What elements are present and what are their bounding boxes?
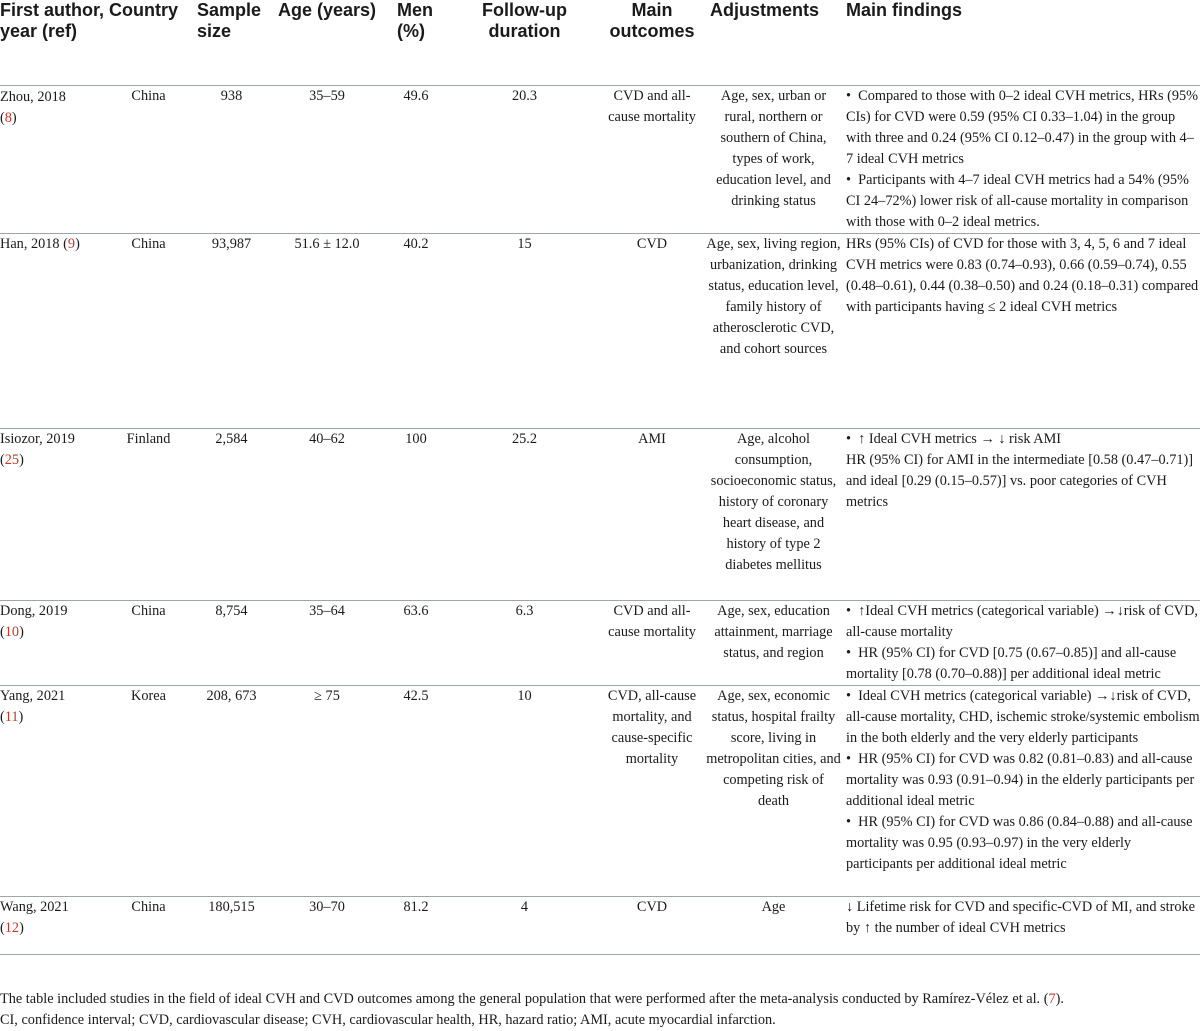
cell-sample: 8,754 (215, 602, 248, 619)
cell-age: 51.6 ± 12.0 (294, 235, 360, 252)
finding-text: HR (95% CI) for AMI in the intermediate [0.58 (0.47–0.71)] and ideal [0.29 (0.15–0.57)] vs. poor categories of CVH metrics (846, 451, 1194, 510)
cell-sample: 93,987 (211, 235, 252, 252)
cell-author: Dong, 2019 (10) (0, 602, 68, 640)
table-row (0, 428, 1200, 600)
table-footnote (0, 989, 1200, 1031)
cell-adjustments: Age, sex, economic status, hospital frailty score, living in metropolitan cities, and competing risk of death (706, 687, 841, 809)
cell-author: Zhou, 2018 (8) (0, 88, 66, 126)
cell-men: 63.6 (403, 602, 429, 619)
header-row (0, 0, 1200, 85)
header-findings: Main findings (846, 0, 962, 20)
ref-link[interactable]: 9 (67, 235, 76, 252)
cell-sample: 938 (220, 87, 243, 104)
finding-text: ↓ Lifetime risk for CVD and specific-CVD of MI, and stroke by ↑ the number of ideal CVH metrics (846, 898, 1195, 936)
header-age: Age (years) (277, 0, 377, 20)
author-name: Yang, 2021 (0, 687, 66, 704)
ref-link[interactable]: 12 (4, 919, 20, 936)
cell-author: Wang, 2021 (12) (0, 898, 69, 936)
cell-age: 40–62 (309, 430, 345, 447)
author-name: Han, 2018 (0, 235, 60, 252)
cell-outcomes: CVD, all-cause mortality, and cause-specific mortality (607, 687, 697, 767)
cell-followup: 20.3 (511, 87, 538, 104)
cell-followup: 10 (517, 687, 532, 704)
finding-text: HRs (95% CIs) of CVD for those with 3, 4, 5, 6 and 7 ideal CVH metrics were 0.83 (0.74–0.93), 0.66 (0.59–0.74), 0.55 (0.48–0.61), 0.44 (0.38–0.50) and 0.24 (0.18–0.31) compared with participants having ≤ 2 ideal CVH metrics (846, 235, 1199, 315)
cell-adjustments: Age, sex, education attainment, marriage status, and region (714, 602, 833, 661)
header-country: Country (109, 0, 178, 20)
finding-item: • HR (95% CI) for CVD was 0.86 (0.84–0.88) and all-cause mortality was 0.95 (0.93–0.97) in the very elderly participants per additional ideal metric (846, 812, 1200, 875)
header-adjustments: Adjustments (710, 0, 820, 20)
cell-age: 35–64 (309, 602, 345, 619)
finding-item: • Compared to those with 0–2 ideal CVH metrics, HRs (95% CIs) for CVD were 0.59 (95% CI 0.33–1.04) in the group with three and 0.24 (95% CI 0.12–0.47) in the group with 4–7 ideal CVH metrics (846, 86, 1200, 170)
footnote-line-2: CI, confidence interval; CVD, cardiovascular disease; CVH, cardiovascular health, HR, hazard ratio; AMI, acute myocardial infarction. (0, 1012, 776, 1028)
table-row (0, 896, 1200, 954)
cell-author: Han, 2018 (9) (0, 235, 80, 252)
cell-outcomes: AMI (638, 430, 666, 447)
ref-link[interactable]: 8 (4, 109, 12, 126)
header-sample: Sample size (197, 0, 262, 41)
header-men: Men (%) (397, 0, 433, 41)
finding-item: • HR (95% CI) for CVD [0.75 (0.67–0.85)] and all-cause mortality [0.78 (0.70–0.88)] per additional ideal metric (846, 643, 1200, 685)
table-row (0, 85, 1200, 233)
header-author: First author, year (ref) (0, 0, 105, 41)
finding-item: • HR (95% CI) for CVD was 0.82 (0.81–0.83) and all-cause mortality was 0.93 (0.91–0.94) in the elderly participants per additional ideal metric (846, 749, 1200, 812)
cell-adjustments: Age, alcohol consumption, socioeconomic status, history of coronary heart disease, and history of type 2 diabetes mellitus (710, 430, 837, 573)
cell-sample: 180,515 (208, 898, 255, 915)
author-name: Isiozor, 2019 (0, 430, 75, 447)
cell-men: 100 (405, 430, 427, 447)
cell-findings (841, 685, 1200, 896)
finding-item: • ↑Ideal CVH metrics (categorical variable) →↓risk of CVD, all-cause mortality (846, 601, 1200, 643)
finding-item: • ↑ Ideal CVH metrics → ↓ risk AMI (846, 429, 1200, 450)
cell-country: China (131, 87, 166, 104)
cell-country: Korea (131, 687, 166, 704)
finding-item: • Participants with 4–7 ideal CVH metrics had a 54% (95% CI 24–72%) lower risk of all-cause mortality in comparison with those with 0–2 ideal metrics. (846, 170, 1200, 233)
cell-followup: 15 (517, 235, 532, 252)
cell-men: 81.2 (403, 898, 429, 915)
header-outcomes: Main outcomes (609, 0, 695, 41)
cell-outcomes: CVD and all-cause mortality (608, 602, 696, 640)
cell-country: Finland (126, 430, 171, 447)
cell-findings (841, 233, 1200, 428)
cell-age: 30–70 (309, 898, 345, 915)
cell-findings (841, 896, 1200, 954)
table-row (0, 233, 1200, 428)
cell-men: 40.2 (403, 235, 429, 252)
table-row (0, 600, 1200, 685)
cell-findings (841, 600, 1200, 685)
cell-country: China (131, 602, 166, 619)
table-row (0, 685, 1200, 896)
cell-adjustments: Age (761, 898, 786, 915)
finding-item: • Ideal CVH metrics (categorical variable) →↓risk of CVD, all-cause mortality, CHD, ischemic stroke/systemic embolism in the both elderly and the very elderly participants (846, 686, 1200, 749)
author-name: Wang, 2021 (0, 898, 69, 915)
author-name: Zhou, 2018 (0, 88, 66, 105)
cell-age: ≥ 75 (314, 687, 340, 704)
cell-followup: 6.3 (515, 602, 534, 619)
author-name: Dong, 2019 (0, 602, 68, 619)
cell-findings (841, 85, 1200, 233)
cell-followup: 4 (520, 898, 529, 915)
cell-men: 42.5 (403, 687, 429, 704)
cell-adjustments: Age, sex, living region, urbanization, drinking status, education level, family history of atherosclerotic CVD, and cohort sources (706, 235, 841, 357)
cell-country: China (131, 898, 166, 915)
cell-outcomes: CVD and all-cause mortality (608, 87, 696, 125)
cell-author: Isiozor, 2019 (25) (0, 430, 75, 468)
ref-link[interactable]: 25 (4, 451, 20, 468)
ref-link[interactable]: 7 (1048, 991, 1056, 1007)
footnote-line-1: The table included studies in the field of ideal CVH and CVD outcomes among the general population that were performed after the meta-analysis conducted by Ramírez-Vélez et al. (7). (0, 991, 1064, 1007)
cell-followup: 25.2 (511, 430, 538, 447)
cell-men: 49.6 (403, 87, 429, 104)
cell-age: 35–59 (309, 87, 345, 104)
cell-findings (841, 428, 1200, 600)
cell-author: Yang, 2021 (11) (0, 687, 66, 725)
ref-link[interactable]: 11 (4, 708, 19, 725)
cell-adjustments: Age, sex, urban or rural, northern or southern of China, types of work, education level, and drinking status (716, 87, 831, 209)
cell-sample: 208, 673 (206, 687, 257, 704)
header-followup: Follow-up duration (482, 0, 567, 41)
cell-outcomes: CVD (636, 235, 668, 252)
cell-outcomes: CVD (636, 898, 668, 915)
ref-link[interactable]: 10 (4, 623, 20, 640)
cell-sample: 2,584 (215, 430, 248, 447)
cell-country: China (131, 235, 166, 252)
